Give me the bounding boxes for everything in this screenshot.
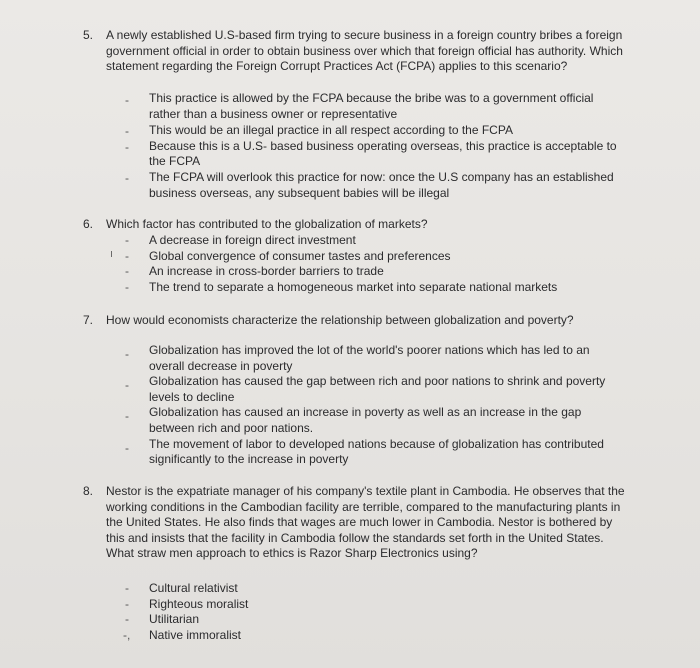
- option-q7-a[interactable]: [83, 343, 619, 374]
- option-q7-d[interactable]: [83, 437, 619, 468]
- question-8: [83, 484, 630, 562]
- options-list-q7: [83, 343, 619, 468]
- option-q5-c[interactable]: [83, 139, 619, 170]
- option-q5-d[interactable]: [83, 170, 619, 201]
- option-text: A decrease in foreign direct investment: [149, 233, 356, 247]
- bullet-dash: -: [125, 93, 129, 107]
- option-text: Utilitarian: [149, 612, 200, 627]
- option-q7-b[interactable]: [83, 374, 619, 405]
- question-6: [83, 217, 626, 233]
- options-list-q5: [83, 91, 619, 201]
- option-q6-b[interactable]: [83, 249, 619, 265]
- question-text: Nestor is the expatriate manager of his company's textile plant in Cambodia. He observes that the working conditions in the Cambodian facility are terrible, compared to the manufacturing plants in the United States. He also finds that wages are much lower in Cambodia. Nestor is bothered by this and insists that the facility in Cambodia follow the standards set forth in the United States. What straw men approach to ethics is Razor Sharp Electronics using?: [106, 484, 625, 561]
- bullet-dash: -: [125, 248, 129, 263]
- bullet-dash: -: [125, 596, 129, 611]
- option-text: The trend to separate a homogeneous market into separate national markets: [149, 279, 558, 294]
- bullet-dash: -: [125, 409, 129, 424]
- option-q6-a[interactable]: [83, 233, 619, 249]
- bullet-dash: -: [125, 440, 129, 455]
- option-text: Globalization has caused an increase in poverty as well as an increase in the gap between rich and poor nations.: [149, 405, 582, 435]
- option-text: Because this is a U.S- based business operating overseas, this practice is acceptable to the FCPA: [149, 138, 617, 169]
- option-q8-a[interactable]: [83, 581, 619, 597]
- option-q5-b[interactable]: [83, 123, 619, 139]
- option-q8-c[interactable]: [83, 612, 619, 628]
- option-text: Globalization has improved the lot of the world's poorer nations which has led to an overall decrease in poverty: [149, 343, 590, 373]
- question-text: How would economists characterize the relationship between globalization and poverty?: [106, 313, 574, 327]
- option-text: Globalization has caused the gap between rich and poor nations to shrink and poverty levels to decline: [149, 374, 606, 404]
- question-text: A newly established U.S-based firm trying to secure business in a foreign country bribes a foreign government official in order to obtain business over which that foreign official has authority. Which statement regarding the Foreign Corrupt Practices Act (FCPA) applies to this scenario?: [106, 28, 623, 74]
- bullet-dash: -: [125, 279, 129, 294]
- question-text: Which factor has contributed to the globalization of markets?: [106, 217, 428, 231]
- bullet-dash: -: [125, 581, 129, 595]
- bullet-dash: -: [125, 347, 129, 361]
- bullet-dash: -: [125, 124, 129, 139]
- option-text: This practice is allowed by the FCPA because the bribe was to a government official rather than a business owner or representative: [149, 91, 594, 121]
- options-list-q8: [83, 581, 619, 643]
- question-5: [83, 28, 626, 75]
- option-q8-b[interactable]: [83, 597, 619, 613]
- question-number: 6.: [83, 217, 94, 231]
- option-text: Global convergence of consumer tastes and preferences: [149, 248, 451, 263]
- option-q5-a[interactable]: [83, 91, 619, 122]
- bullet-dash: -: [125, 170, 129, 185]
- option-q6-d[interactable]: [83, 280, 619, 296]
- option-q6-c[interactable]: [83, 264, 619, 280]
- option-q7-c[interactable]: [83, 405, 619, 436]
- option-text: The FCPA will overlook this practice for now: once the U.S company has an established business overseas, any subsequent babies will be illegal: [149, 169, 614, 200]
- question-number: 7.: [83, 313, 94, 327]
- option-text: An increase in cross-border barriers to trade: [149, 264, 384, 279]
- stray-pen-mark: ı: [110, 248, 114, 260]
- bullet-dash: -: [125, 139, 129, 154]
- option-text: This would be an illegal practice in all respect according to the FCPA: [149, 123, 513, 138]
- option-text: Native immoralist: [149, 627, 242, 642]
- option-text: Righteous moralist: [149, 596, 249, 611]
- option-q8-d[interactable]: [83, 628, 619, 644]
- option-text: The movement of labor to developed nations because of globalization has contributed significantly to the increase in poverty: [149, 436, 604, 467]
- question-7: [83, 313, 626, 329]
- bullet-dash: -,: [123, 627, 131, 642]
- bullet-dash: -: [125, 612, 129, 627]
- options-list-q6: [83, 233, 619, 295]
- bullet-dash: -: [125, 264, 129, 279]
- bullet-dash: -: [125, 378, 129, 393]
- bullet-dash: -: [125, 233, 129, 247]
- question-number: 5.: [83, 28, 94, 42]
- option-text: Cultural relativist: [149, 581, 238, 595]
- question-number: 8.: [83, 484, 94, 498]
